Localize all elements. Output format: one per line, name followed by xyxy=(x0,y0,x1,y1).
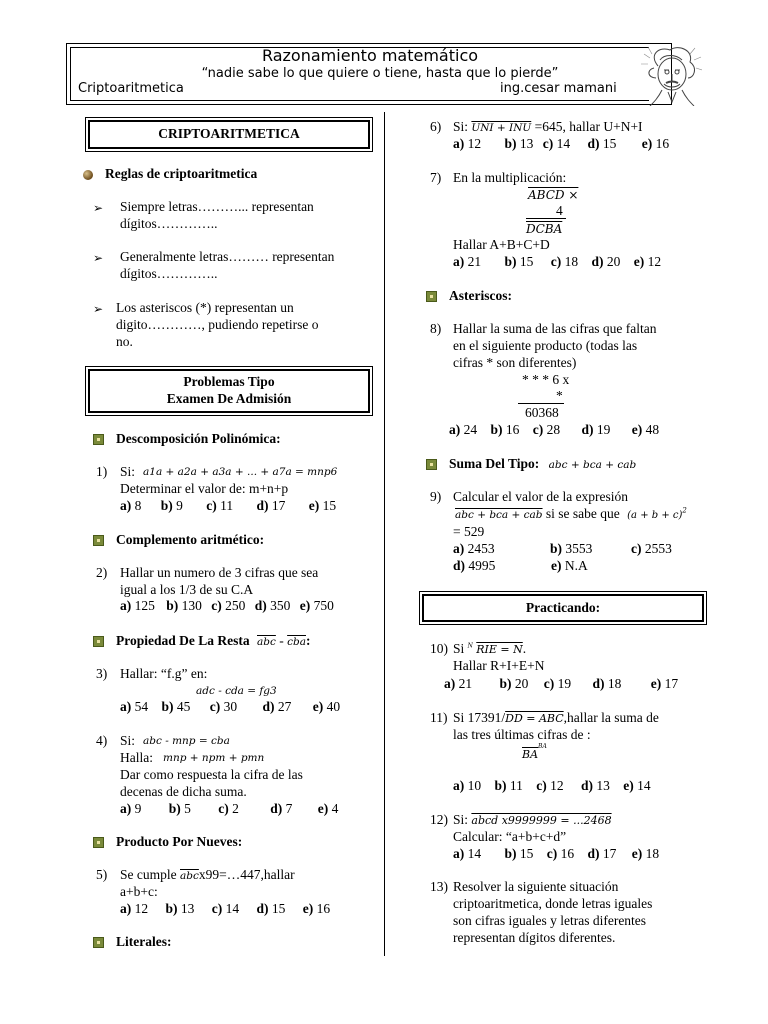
option: c) 30 xyxy=(209,699,238,714)
problem-3-number: 3) xyxy=(96,666,108,681)
problem-7-number: 7) xyxy=(430,170,442,185)
option: e) 750 xyxy=(299,598,334,613)
option: c) 28 xyxy=(532,422,561,437)
box-criptoaritmetica-label: CRIPTOARITMETICA xyxy=(158,126,300,141)
problem-3-options xyxy=(120,699,340,715)
header-topic: Criptoaritmetica xyxy=(78,81,184,96)
problem-10-number: 10) xyxy=(430,641,448,656)
option: a) 54 xyxy=(120,699,149,714)
problem-7-product: DCBA xyxy=(526,222,563,236)
problem-9-line-1: Calcular el valor de la expresión xyxy=(453,489,629,504)
problem-8-number: 8) xyxy=(430,321,442,336)
arrow-bullet-icon: ➢ xyxy=(93,201,104,215)
problem-2-line-1: Hallar un numero de 3 cifras que sea xyxy=(120,565,319,580)
option: d) 18 xyxy=(592,676,622,691)
option: a) 125 xyxy=(120,598,155,613)
option: c) 2 xyxy=(218,801,239,816)
problem-4-sum: mnp + npm + pmn xyxy=(163,752,265,764)
problem-11-line-2: las tres últimas cifras de : xyxy=(453,727,591,742)
problem-10-line-1: Si $^N$ RIE = N. xyxy=(453,641,527,656)
option: a) 12 xyxy=(453,136,482,151)
problem-9-option-e: e) N.A xyxy=(551,558,588,573)
option: e) 15 xyxy=(308,498,337,513)
option: d) 17 xyxy=(587,846,617,861)
header-author: ing.cesar mamani xyxy=(500,81,617,96)
option: e) 40 xyxy=(312,699,341,714)
problem-5-number: 5) xyxy=(96,867,108,882)
option: c) 16 xyxy=(546,846,575,861)
problem-1-number: 1) xyxy=(96,464,108,479)
box-problemas-tipo-line-2: Examen De Admisión xyxy=(166,391,292,406)
problem-5-line-2: a+b+c: xyxy=(120,884,158,899)
option: e) 16 xyxy=(641,136,670,151)
column-divider xyxy=(384,112,385,956)
problem-5-line-1: Se cumple $\overline{abc}x99=\dots 447,hallar$ xyxy=(120,867,295,882)
problem-8-rule xyxy=(518,403,564,404)
option: d) 17 xyxy=(256,498,286,513)
option: b) 11 xyxy=(494,778,523,793)
option: e) 17 xyxy=(650,676,679,691)
einstein-caricature-image xyxy=(640,44,702,106)
option: b) 16 xyxy=(490,422,520,437)
problem-7-line-2: Hallar A+B+C+D xyxy=(453,237,550,252)
problem-1-text: Determinar el valor de: m+n+p xyxy=(120,481,289,496)
problem-4-line-3: Dar como respuesta la cifra de las xyxy=(120,767,303,782)
option: a) 8 xyxy=(120,498,142,513)
square-bullet-icon xyxy=(93,837,104,848)
box-problemas-tipo-line-1: Problemas Tipo xyxy=(183,374,275,389)
problem-9-option-a: a) 2453 xyxy=(453,541,495,556)
problem-12-options xyxy=(453,846,659,862)
option: e) 48 xyxy=(631,422,660,437)
problem-11-options xyxy=(453,778,651,794)
problem-13-line-1: Resolver la siguiente situación xyxy=(453,879,619,894)
problem-8-options xyxy=(449,422,659,438)
option: e) 18 xyxy=(631,846,660,861)
option: b) 15 xyxy=(504,254,534,269)
problem-9-option-d: d) 4995 xyxy=(453,558,496,573)
option: d) 350 xyxy=(254,598,291,613)
problem-1-options xyxy=(120,498,336,514)
box-practicando-label: Practicando: xyxy=(525,600,601,615)
option: c) 14 xyxy=(542,136,571,151)
problem-1-si: Si: xyxy=(120,464,136,479)
problem-11-number: 11) xyxy=(430,710,448,725)
rule-1-line-2: dígitos………….. xyxy=(120,216,218,231)
problem-4-halla: Halla: xyxy=(120,750,153,765)
option: e) 14 xyxy=(623,778,651,793)
section-descomposicion: Descomposición Polinómica: xyxy=(93,431,281,447)
rule-3-line-1: Los asteriscos (*) representan un xyxy=(116,300,294,315)
option: e) 16 xyxy=(302,901,331,916)
option: c) 18 xyxy=(550,254,579,269)
problem-5-options xyxy=(120,901,330,917)
square-bullet-icon xyxy=(426,459,437,470)
problem-12-line-1: Si: abcd x9999999 = ...2468 xyxy=(453,812,612,827)
problem-8-multiplicand: * * * 6 x xyxy=(522,372,570,387)
option: b) 13 xyxy=(504,136,534,151)
option: a) 21 xyxy=(444,676,473,691)
arrow-bullet-icon: ➢ xyxy=(93,251,104,265)
problem-9-option-b: b) 3553 xyxy=(550,541,593,556)
problem-8-line-2: en el siguiente producto (todas las xyxy=(453,338,638,353)
problem-12-number: 12) xyxy=(430,812,448,827)
box-practicando xyxy=(419,591,707,625)
problem-9-option-c: c) 2553 xyxy=(631,541,672,556)
rule-1-line-1: Siempre letras………... representan xyxy=(120,199,314,214)
problem-7-rule xyxy=(526,218,566,219)
problem-9-line-3: = 529 xyxy=(453,524,485,539)
problem-6-number: 6) xyxy=(430,119,442,134)
square-bullet-icon xyxy=(93,535,104,546)
option: b) 20 xyxy=(499,676,529,691)
option: b) 13 xyxy=(165,901,195,916)
section-literales: Literales: xyxy=(93,934,171,950)
option: d) 13 xyxy=(581,778,610,793)
problem-4-number: 4) xyxy=(96,733,108,748)
box-criptoaritmetica xyxy=(85,117,373,152)
problem-12-line-2: Calcular: “a+b+c+d” xyxy=(453,829,567,844)
problem-6-options xyxy=(453,136,669,152)
option: c) 19 xyxy=(543,676,572,691)
section-producto-nueves: Producto Por Nueves: xyxy=(93,834,242,850)
problem-10-line-2: Hallar R+I+E+N xyxy=(453,658,545,673)
option: b) 5 xyxy=(168,801,191,816)
option: d) 7 xyxy=(270,801,293,816)
option: a) 24 xyxy=(449,422,478,437)
problem-11-line-1: Si 17391/DD = ABC,hallar la suma de xyxy=(453,710,659,725)
option: b) 9 xyxy=(160,498,183,513)
square-bullet-icon xyxy=(93,937,104,948)
problem-8-line-3: cifras * son diferentes) xyxy=(453,355,577,370)
option: a) 12 xyxy=(120,901,149,916)
option: e) 4 xyxy=(317,801,339,816)
problem-2-line-2: igual a los 1/3 de su C.A xyxy=(120,582,254,597)
square-bullet-icon xyxy=(93,434,104,445)
problem-3-expression: adc - cda = fg3 xyxy=(196,685,277,697)
problem-7-multiplier: 4 xyxy=(556,203,563,218)
square-bullet-icon xyxy=(426,291,437,302)
problem-4-si: Si: xyxy=(120,733,136,748)
ball-bullet-icon xyxy=(83,170,93,180)
problem-9-line-2: abc + bca + cab si se sabe que $(a + b + c)^2$ xyxy=(455,506,687,521)
problem-11-power: $\overline{BA}^{BA}$ xyxy=(522,742,547,761)
problem-13-number: 13) xyxy=(430,879,448,894)
problem-8-line-1: Hallar la suma de las cifras que faltan xyxy=(453,321,657,336)
section-suma-del-tipo: Suma Del Tipo: abc + bca + cab xyxy=(426,456,636,472)
option: b) 130 xyxy=(166,598,202,613)
option: a) 14 xyxy=(453,846,482,861)
problem-4-line-4: decenas de dicha suma. xyxy=(120,784,247,799)
section-asteriscos: Asteriscos: xyxy=(426,288,512,304)
option: b) 45 xyxy=(161,699,191,714)
option: a) 10 xyxy=(453,778,482,793)
problem-7-multiplicand: ABCD × xyxy=(528,188,579,202)
option: c) 250 xyxy=(211,598,246,613)
rules-heading: Reglas de criptoaritmetica xyxy=(83,166,257,182)
problem-8-product: 60368 xyxy=(525,405,559,420)
problem-1-expression: a1a + a2a + a3a + ... + a7a = mnp6 xyxy=(143,466,338,478)
square-bullet-icon xyxy=(93,636,104,647)
rule-3-line-2: digito…………, pudiendo repetirse o xyxy=(116,317,319,332)
option: d) 20 xyxy=(591,254,621,269)
problem-13-line-3: son cifras iguales y letras diferentes xyxy=(453,913,647,928)
problem-10-options xyxy=(444,676,678,692)
option: a) 9 xyxy=(120,801,142,816)
problem-2-options xyxy=(120,598,334,614)
option: d) 27 xyxy=(262,699,292,714)
problem-13-line-2: criptoaritmetica, donde letras iguales xyxy=(453,896,653,911)
option: d) 19 xyxy=(581,422,611,437)
option: b) 15 xyxy=(504,846,534,861)
option: c) 11 xyxy=(206,498,234,513)
box-problemas-tipo xyxy=(85,366,373,416)
problem-4-options xyxy=(120,801,338,817)
option: a) 21 xyxy=(453,254,482,269)
option: e) 12 xyxy=(633,254,662,269)
option: d) 15 xyxy=(256,901,286,916)
section-complemento: Complemento aritmético: xyxy=(93,532,264,548)
header-quote: “nadie sabe lo que quiere o tiene, hasta que lo pierde” xyxy=(201,66,559,81)
problem-2-number: 2) xyxy=(96,565,108,580)
rule-2-line-1: Generalmente letras……… representan xyxy=(120,249,335,264)
arrow-bullet-icon: ➢ xyxy=(93,302,104,316)
option: c) 14 xyxy=(211,901,240,916)
problem-8-multiplier: * xyxy=(556,388,563,403)
problem-6-line-1: Si: UNI + INU =645, hallar U+N+I xyxy=(453,119,643,134)
rule-3-line-3: no. xyxy=(116,334,133,349)
option: d) 15 xyxy=(587,136,617,151)
rule-2-line-2: dígitos………….. xyxy=(120,266,218,281)
problem-7-line-1: En la multiplicación: xyxy=(453,170,567,185)
problem-3-text: Hallar: “f.g” en: xyxy=(120,666,208,681)
problem-7-options xyxy=(453,254,661,270)
option: c) 12 xyxy=(536,778,564,793)
page-title: Razonamiento matemático xyxy=(261,46,479,65)
problem-9-number: 9) xyxy=(430,489,442,504)
problem-4-expression: abc - mnp = cba xyxy=(143,735,230,747)
section-propiedad-resta: Propiedad De La Resta $\overline{abc} - \overline{cba}$: xyxy=(93,633,311,649)
problem-13-line-4: representan dígitos diferentes. xyxy=(453,930,616,945)
